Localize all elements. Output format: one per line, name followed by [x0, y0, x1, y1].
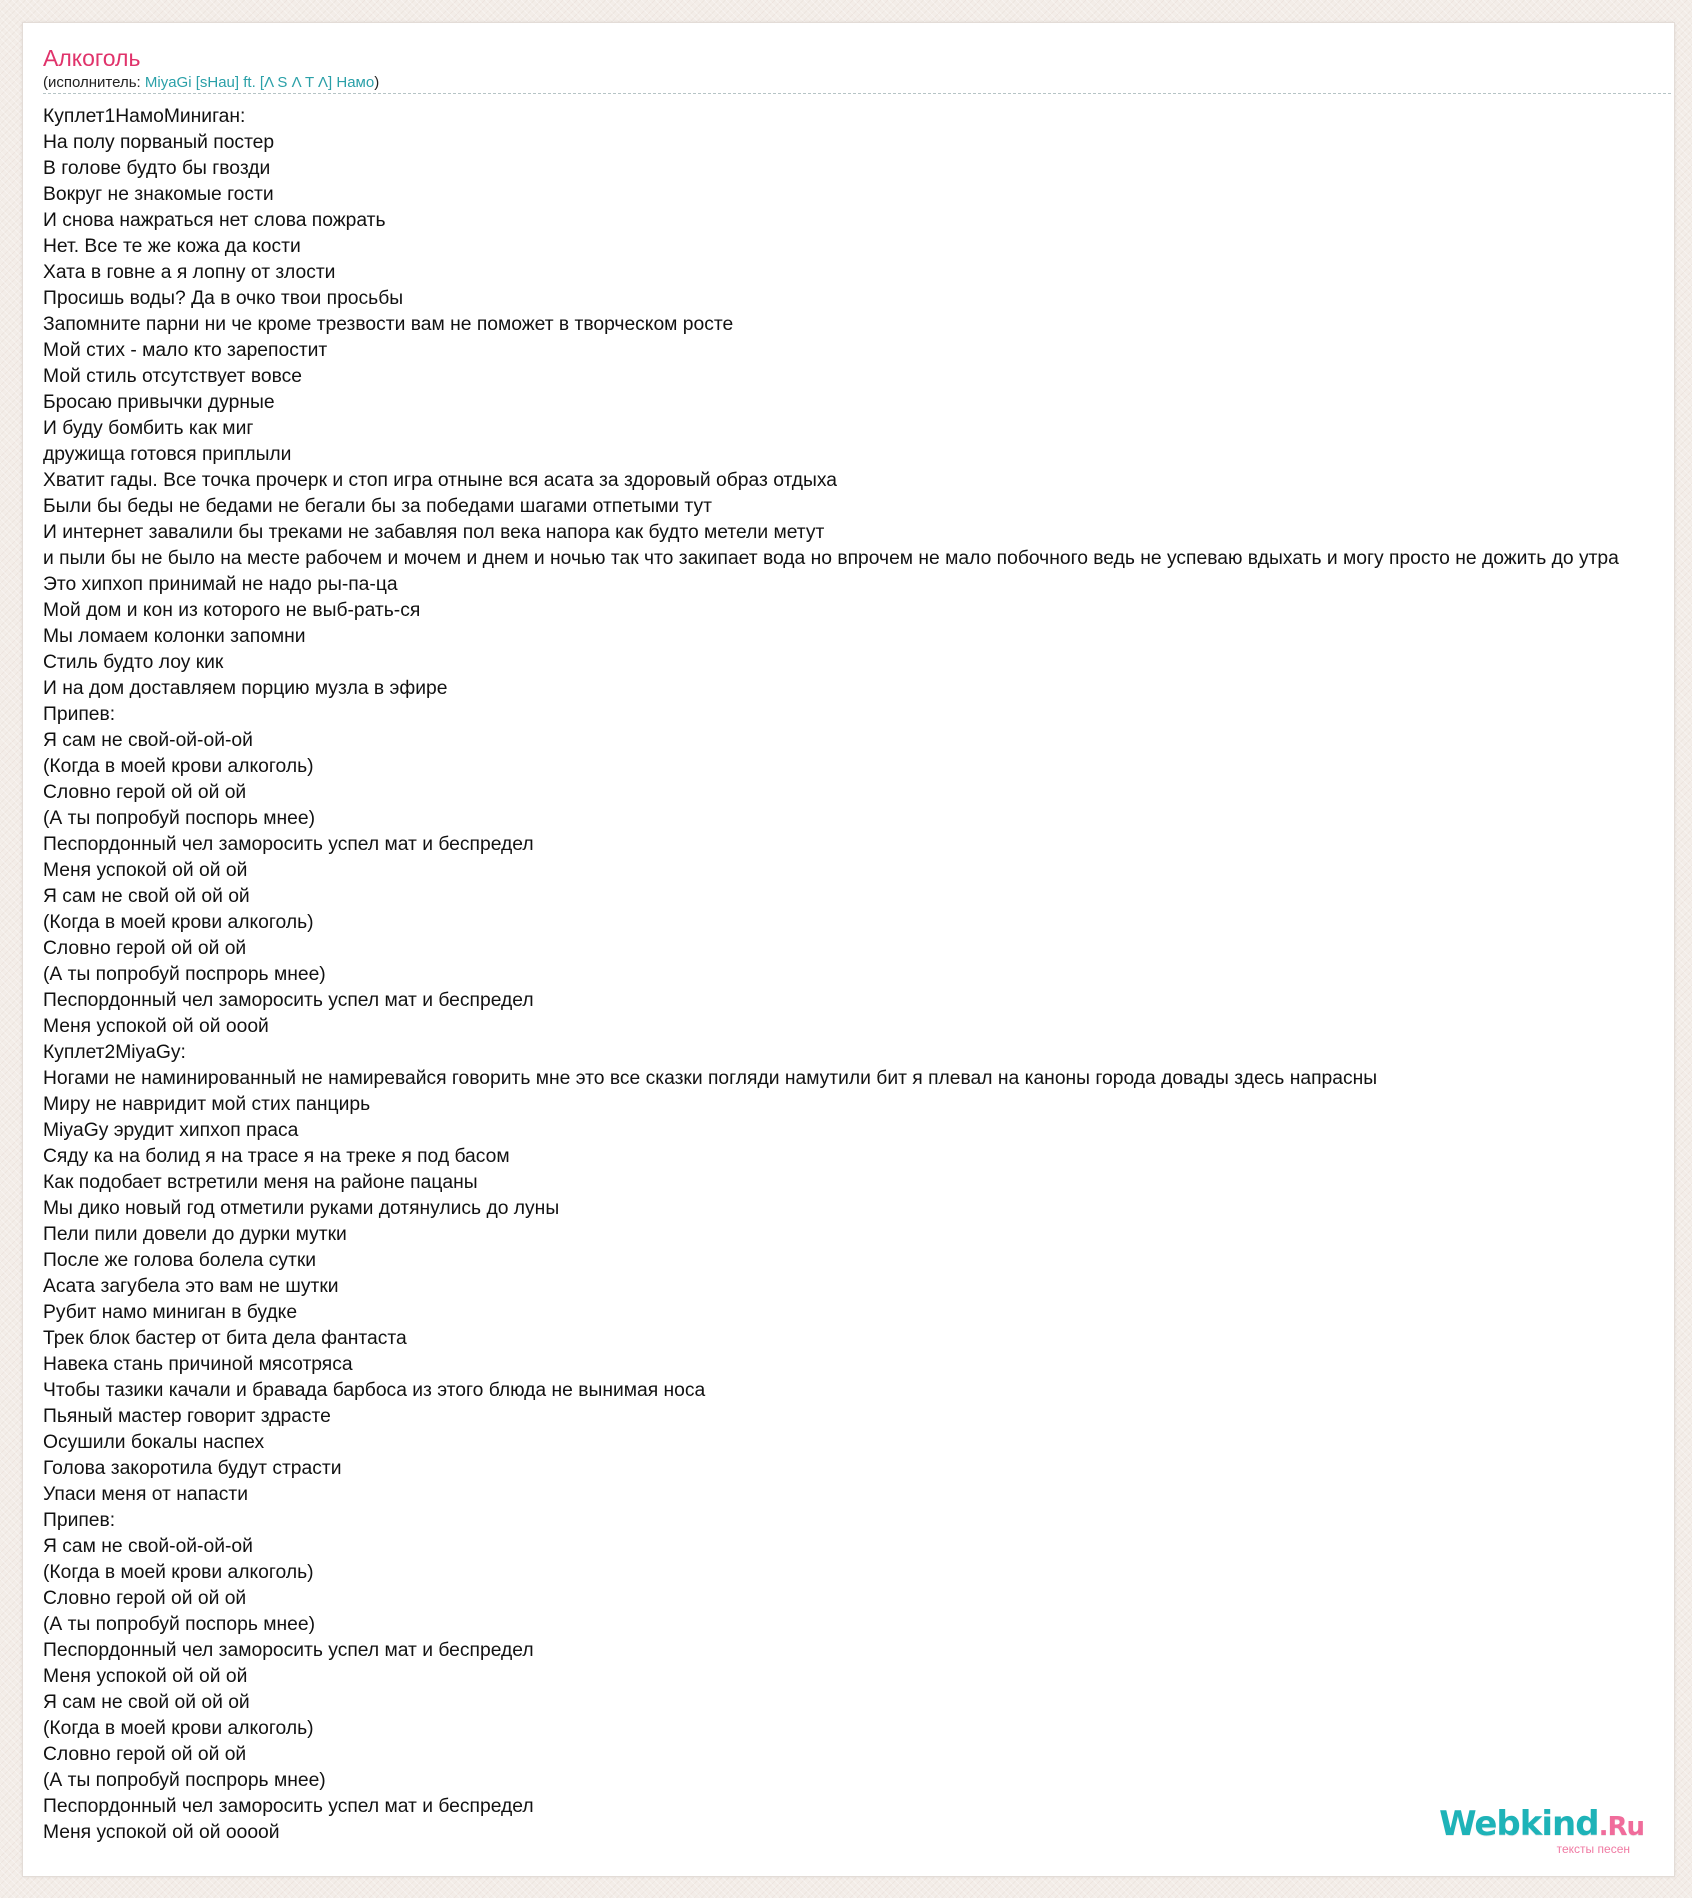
- lyric-line: (Когда в моей крови алкоголь): [43, 1562, 314, 1583]
- lyric-line: Песпордонный чел заморосить успел мат и беспредел: [43, 834, 534, 855]
- lyric-line: Трек блок бастер от бита дела фантаста: [43, 1328, 407, 1349]
- lyric-line: И интернет завалили бы треками не забавляя пол века напора как будто метели метут: [43, 522, 825, 543]
- lyric-line: Припев:: [43, 1510, 116, 1531]
- lyric-line: Мой стиль отсутствует вовсе: [43, 366, 302, 387]
- lyric-line: Навека стань причиной мясотряса: [43, 1354, 353, 1375]
- lyric-line: (А ты попробуй поспорь мнее): [43, 1614, 315, 1635]
- lyric-line: Голова закоротила будут страсти: [43, 1458, 342, 1479]
- site-logo[interactable]: [1439, 1804, 1646, 1856]
- lyric-line: Словно герой ой ой ой: [43, 938, 247, 959]
- lyric-line: (Когда в моей крови алкоголь): [43, 1718, 314, 1739]
- lyric-line: Меня успокой ой ой ооой: [43, 1016, 269, 1037]
- lyric-line: дружища готовся приплыли: [43, 444, 292, 465]
- lyric-line: И снова нажраться нет слова пожрать: [43, 210, 386, 231]
- lyric-line: Нет. Все те же кожа да кости: [43, 236, 301, 257]
- lyric-line: (Когда в моей крови алкоголь): [43, 756, 314, 777]
- lyric-line: Меня успокой ой ой ой: [43, 860, 248, 881]
- lyric-line: Мы дико новый год отметили руками дотянулись до луны: [43, 1198, 560, 1219]
- lyric-line: Вокруг не знакомые гости: [43, 184, 274, 205]
- lyric-line: Я сам не свой ой ой ой: [43, 1692, 250, 1713]
- lyric-line: Куплет1НамоМиниган:: [43, 106, 246, 127]
- lyric-line: Осушили бокалы наспех: [43, 1432, 265, 1453]
- lyric-line: Как подобает встретили меня на районе пацаны: [43, 1172, 478, 1193]
- lyric-line: Мой дом и кон из которого не выб-рать-ся: [43, 600, 421, 621]
- lyric-line: Меня успокой ой ой ой: [43, 1666, 248, 1687]
- lyric-line: Куплет2MiyaGy:: [43, 1042, 186, 1063]
- lyric-line: Стиль будто лоу кик: [43, 652, 224, 673]
- lyric-line: Хата в говне а я лопну от злости: [43, 262, 336, 283]
- lyric-line: Хватит гады. Все точка прочерк и стоп игра отныне вся асата за здоровый образ отдыха: [43, 470, 837, 491]
- lyric-line: Я сам не свой-ой-ой-ой: [43, 1536, 253, 1557]
- lyric-line: После же голова болела сутки: [43, 1250, 317, 1271]
- lyric-line: Словно герой ой ой ой: [43, 1588, 247, 1609]
- artist-line: [43, 73, 379, 93]
- logo-main-text: Webkind: [1439, 1804, 1599, 1844]
- logo-wordmark: [1439, 1804, 1644, 1847]
- lyric-line: (А ты попробуй поспорь мнее): [43, 808, 315, 829]
- lyric-line: Упаси меня от напасти: [43, 1484, 249, 1505]
- lyric-line: Миру не навридит мой стих панцирь: [43, 1094, 371, 1115]
- lyric-line: Меня успокой ой ой оооой: [43, 1822, 280, 1843]
- logo-tagline: тексты песен: [1556, 1842, 1630, 1856]
- lyric-line: Словно герой ой ой ой: [43, 1744, 247, 1765]
- lyric-line: Пели пили довели до дурки мутки: [43, 1224, 347, 1245]
- lyric-line: (Когда в моей крови алкоголь): [43, 912, 314, 933]
- lyric-line: (А ты попробуй поспрорь мнее): [43, 1770, 326, 1791]
- lyric-line: И буду бомбить как миг: [43, 418, 254, 439]
- lyric-line: Бросаю привычки дурные: [43, 392, 275, 413]
- artist-prefix: (исполнитель:: [43, 74, 145, 91]
- lyric-line: На полу порваный постер: [43, 132, 275, 153]
- lyric-line: Я сам не свой ой ой ой: [43, 886, 250, 907]
- lyric-line: Мы ломаем колонки запомни: [43, 626, 306, 647]
- lyric-line: Словно герой ой ой ой: [43, 782, 247, 803]
- lyric-line: Асата загубела это вам не шутки: [43, 1276, 339, 1297]
- lyric-line: Песпордонный чел заморосить успел мат и беспредел: [43, 1796, 534, 1817]
- lyric-line: Припев:: [43, 704, 116, 725]
- lyric-line: Это хипхоп принимай не надо ры-па-ца: [43, 574, 398, 595]
- lyric-line: Пьяный мастер говорит здрасте: [43, 1406, 331, 1427]
- lyric-line: Были бы беды не бедами не бегали бы за победами шагами отпетыми тут: [43, 496, 712, 517]
- lyric-line: И на дом доставляем порцию музла в эфире: [43, 678, 448, 699]
- lyric-line: Рубит намо миниган в будке: [43, 1302, 298, 1323]
- artist-link[interactable]: MiyaGi [sHau] ft. [Λ S Λ T Λ] Намо: [144, 74, 375, 91]
- lyric-line: MiyaGy эрудит хипхоп праса: [43, 1120, 299, 1141]
- lyrics-text: [43, 104, 1619, 1846]
- lyric-line: Я сам не свой-ой-ой-ой: [43, 730, 253, 751]
- lyric-line: Ногами не наминированный не намиревайся говорить мне это все сказки погляди намутили бит я плевал на каноны города довады здесь напрасны: [43, 1068, 1378, 1089]
- lyric-line: Мой стих - мало кто зарепостит: [43, 340, 328, 361]
- lyric-line: Запомните парни ни че кроме трезвости вам не поможет в творческом росте: [43, 314, 734, 335]
- lyric-line: В голове будто бы гвозди: [43, 158, 271, 179]
- lyric-line: (А ты попробуй поспрорь мнее): [43, 964, 326, 985]
- title-divider: [43, 93, 1671, 94]
- lyric-line: и пыли бы не было на месте рабочем и мочем и днем и ночью так что закипает вода но впрочем не мало побочного ведь не успеваю вдыхать и могу просто не дожить до утра: [43, 548, 1619, 569]
- artist-suffix: ): [374, 74, 380, 91]
- lyric-line: Просишь воды? Да в очко твои просьбы: [43, 288, 404, 309]
- lyric-line: Сяду ка на болид я на трасе я на треке я под басом: [43, 1146, 510, 1167]
- lyric-line: Песпордонный чел заморосить успел мат и беспредел: [43, 1640, 534, 1661]
- song-title: Алкоголь: [43, 45, 141, 71]
- lyric-line: Песпордонный чел заморосить успел мат и беспредел: [43, 990, 534, 1011]
- lyrics-card: [22, 22, 1675, 1877]
- lyric-line: Чтобы тазики качали и бравада барбоса из этого блюда не вынимая носа: [43, 1380, 706, 1401]
- logo-tld: .Ru: [1598, 1812, 1644, 1842]
